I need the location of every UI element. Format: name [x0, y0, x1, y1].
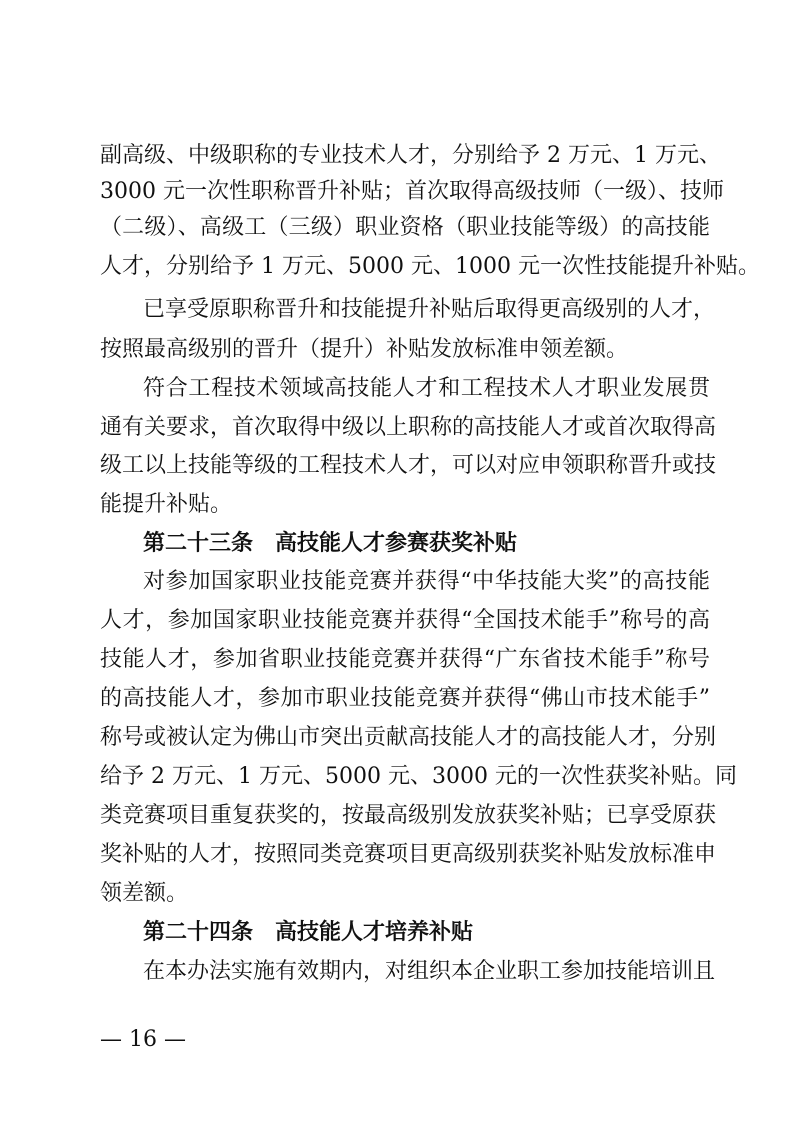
paragraph-line: 人才，参加国家职业技能竞赛并获得“全国技术能手”称号的高: [100, 608, 710, 633]
paragraph-line: 技能人才，参加省职业技能竞赛并获得“广东省技术能手”称号: [100, 647, 710, 672]
paragraph-line: 的高技能人才，参加市职业技能竞赛并获得“佛山市技术能手”: [100, 686, 710, 711]
paragraph-line: 副高级、中级职称的专业技术人才，分别给予 2 万元、1 万元、: [100, 143, 721, 168]
article-title: 高技能人才培养补贴: [275, 920, 474, 945]
article-number: 第二十三条: [143, 531, 254, 556]
article-title: 高技能人才参赛获奖补贴: [275, 531, 518, 556]
paragraph-line: 按照最高级别的晋升（提升）补贴发放标准申领差额。: [100, 337, 629, 362]
paragraph-line: 对参加国家职业技能竞赛并获得“中华技能大奖”的高技能: [143, 569, 710, 594]
article-23-heading: [143, 529, 517, 559]
page-number: — 16 —: [100, 1027, 186, 1052]
paragraph-line: 人才，分别给予 1 万元、5000 元、1000 元一次性技能提升补贴。: [100, 254, 760, 279]
paragraph-line: 级工以上技能等级的工程技术人才，可以对应申领职称晋升或技: [100, 453, 717, 478]
paragraph-line: 通有关要求，首次取得中级以上职称的高技能人才或首次取得高: [100, 415, 717, 440]
paragraph-line: 给予 2 万元、1 万元、5000 元、3000 元的一次性获奖补贴。同: [100, 764, 737, 789]
paragraph-line: 已享受原职称晋升和技能提升补贴后取得更高级别的人才，: [143, 297, 716, 322]
paragraph-line: 类竞赛项目重复获奖的，按最高级别发放获奖补贴；已享受原获: [100, 803, 717, 828]
paragraph-line: 在本办法实施有效期内，对组织本企业职工参加技能培训且: [143, 959, 716, 984]
paragraph-line: （二级）、高级工（三级）职业资格（职业技能等级）的高技能: [100, 215, 710, 240]
paragraph-line: 符合工程技术领域高技能人才和工程技术人才职业发展贯: [143, 376, 710, 401]
paragraph-line: 奖补贴的人才，按照同类竞赛项目更高级别获奖补贴发放标准申: [100, 842, 717, 867]
paragraph-line: 称号或被认定为佛山市突出贡献高技能人才的高技能人才，分别: [100, 725, 717, 750]
paragraph-line: 能提升补贴。: [100, 492, 233, 517]
article-number: 第二十四条: [143, 920, 254, 945]
article-24-heading: [143, 918, 473, 948]
paragraph-line: 领差额。: [100, 881, 189, 906]
paragraph-line: 3000 元一次性职称晋升补贴；首次取得高级技师（一级）、技师: [100, 179, 724, 204]
